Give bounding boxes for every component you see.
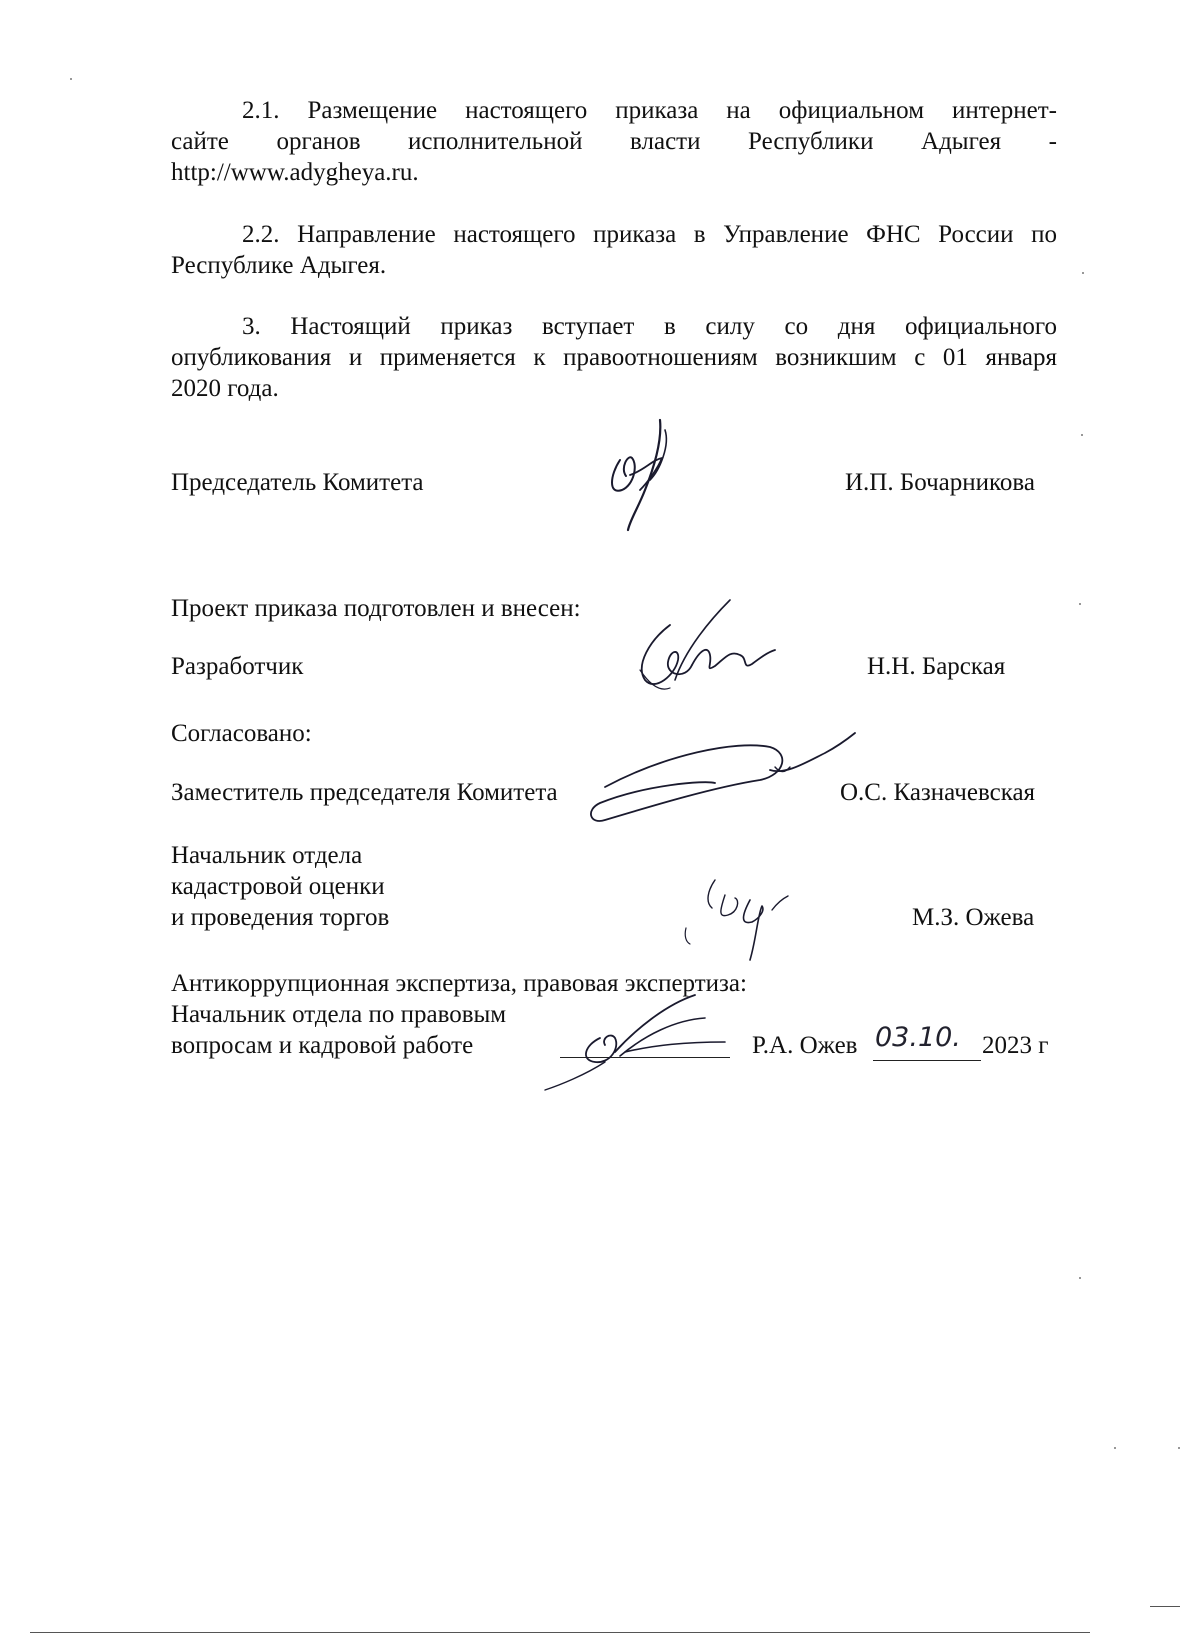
paragraph-2-1-line-3: http://www.adygheya.ru. bbox=[171, 159, 419, 186]
deputy-signature bbox=[585, 725, 860, 825]
developer-name: Н.Н. Барская bbox=[867, 653, 1006, 680]
scan-speck bbox=[1081, 434, 1083, 436]
paragraph-3 bbox=[171, 311, 1057, 404]
scan-speck bbox=[70, 78, 72, 80]
expertise-title-1: Начальник отдела по правовым bbox=[171, 1001, 507, 1028]
scan-speck bbox=[1079, 603, 1081, 605]
expertise-signature bbox=[545, 990, 745, 1090]
chairman-title: Председатель Комитета bbox=[171, 469, 424, 496]
expertise-year: 2023 г bbox=[982, 1032, 1049, 1059]
chairman-name: И.П. Бочарникова bbox=[845, 469, 1035, 496]
paragraph-2-1-line-1: 2.1. Размещение настоящего приказа на официальном интернет- bbox=[242, 97, 1057, 124]
cadastral-head-title-3: и проведения торгов bbox=[171, 904, 390, 931]
expertise-name: Р.А. Ожев bbox=[752, 1032, 858, 1059]
cadastral-head-title-1: Начальник отдела bbox=[171, 842, 363, 869]
paragraph-3-line-2: опубликования и применяется к правоотношениям возникшим с 01 января bbox=[171, 344, 1057, 371]
expertise-header: Антикоррупционная экспертиза, правовая экспертиза: bbox=[171, 970, 747, 997]
scan-bottom-mark bbox=[1150, 1606, 1180, 1607]
cadastral-head-title-2: кадастровой оценки bbox=[171, 873, 385, 900]
agreed-label: Согласовано: bbox=[171, 720, 312, 747]
prepared-by-label: Проект приказа подготовлен и внесен: bbox=[171, 595, 581, 622]
expertise-handwritten-date: 03.10. bbox=[875, 1022, 961, 1053]
paragraph-2-1 bbox=[171, 95, 1057, 188]
paragraph-2-2 bbox=[171, 219, 1057, 281]
deputy-name: О.С. Казначевская bbox=[840, 779, 1036, 806]
deputy-title: Заместитель председателя Комитета bbox=[171, 779, 558, 806]
scan-speck bbox=[1079, 1277, 1081, 1279]
scan-speck bbox=[1114, 1447, 1116, 1449]
expertise-title-2: вопросам и кадровой работе bbox=[171, 1032, 474, 1059]
paragraph-3-line-1: 3. Настоящий приказ вступает в силу со дня официального bbox=[242, 313, 1057, 340]
scan-speck bbox=[1178, 1447, 1180, 1449]
paragraph-2-1-line-2: сайте органов исполнительной власти Республики Адыгея - bbox=[171, 128, 1057, 155]
paragraph-3-line-3: 2020 года. bbox=[171, 375, 279, 402]
chairman-signature bbox=[600, 420, 700, 530]
cadastral-head-signature bbox=[680, 870, 800, 965]
scan-bottom-edge bbox=[30, 1632, 1090, 1633]
scan-speck bbox=[1082, 272, 1084, 274]
developer-title: Разработчик bbox=[171, 653, 304, 680]
cadastral-head-name: М.З. Ожева bbox=[912, 904, 1035, 931]
expertise-date-line bbox=[873, 1060, 981, 1061]
paragraph-2-2-line-1: 2.2. Направление настоящего приказа в Управление ФНС России по bbox=[242, 221, 1057, 248]
paragraph-2-2-line-2: Республике Адыгея. bbox=[171, 252, 387, 279]
developer-signature bbox=[630, 600, 780, 695]
